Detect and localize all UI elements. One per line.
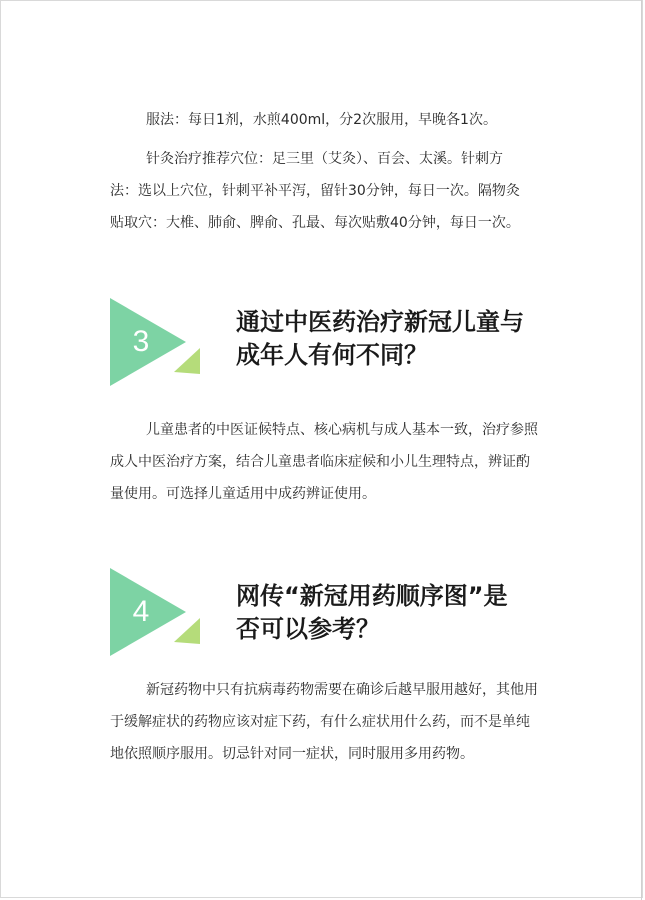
triangle-badge-icon (108, 568, 208, 660)
body-line: 新冠药物中只有抗病毒药物需要在确诊后越早服用越好，其他用 (146, 682, 538, 698)
body-line: 成人中医治疗方案，结合儿童患者临床症候和小儿生理特点，辨证酌 (110, 454, 530, 470)
triangle-accent-shape (174, 618, 200, 644)
section-body-3 (110, 414, 566, 510)
section-number-badge (108, 568, 208, 660)
page-edge-rule (641, 0, 642, 900)
section-title-line: 网传“新冠用药顺序图”是 (236, 582, 508, 610)
section-title (236, 306, 576, 372)
triangle-accent-shape (174, 348, 200, 374)
intro-line: 贴取穴：大椎、肺俞、脾俞、孔最、每次贴敷40分钟，每日一次。 (110, 215, 520, 231)
triangle-badge-icon (108, 298, 208, 390)
body-line: 量使用。可选择儿童适用中成药辨证使用。 (110, 486, 376, 502)
section-body-4 (110, 674, 566, 770)
section-number-badge (108, 298, 208, 390)
body-line: 儿童患者的中医证候特点、核心病机与成人基本一致，治疗参照 (146, 422, 538, 438)
section-title (236, 580, 576, 646)
section-title-line: 成年人有何不同？ (236, 341, 428, 369)
section-number: 3 (132, 325, 150, 358)
intro-line: 服法：每日1剂，水煎400ml，分2次服用，早晚各1次。 (146, 112, 497, 128)
section-title-line: 否可以参考？ (236, 615, 380, 643)
section-number: 4 (132, 595, 150, 628)
intro-line: 针灸治疗推荐穴位：足三里（艾灸）、百会、太溪。针刺方 (146, 151, 503, 167)
section-title-line: 通过中医药治疗新冠儿童与 (236, 308, 524, 336)
body-line: 地依照顺序服用。切忌针对同一症状，同时服用多用药物。 (110, 746, 474, 762)
intro-paragraph (110, 104, 566, 239)
body-line: 于缓解症状的药物应该对症下药，有什么症状用什么药，而不是单纯 (110, 714, 530, 730)
intro-line: 法：选以上穴位，针刺平补平泻，留针30分钟，每日一次。隔物灸 (110, 183, 520, 199)
